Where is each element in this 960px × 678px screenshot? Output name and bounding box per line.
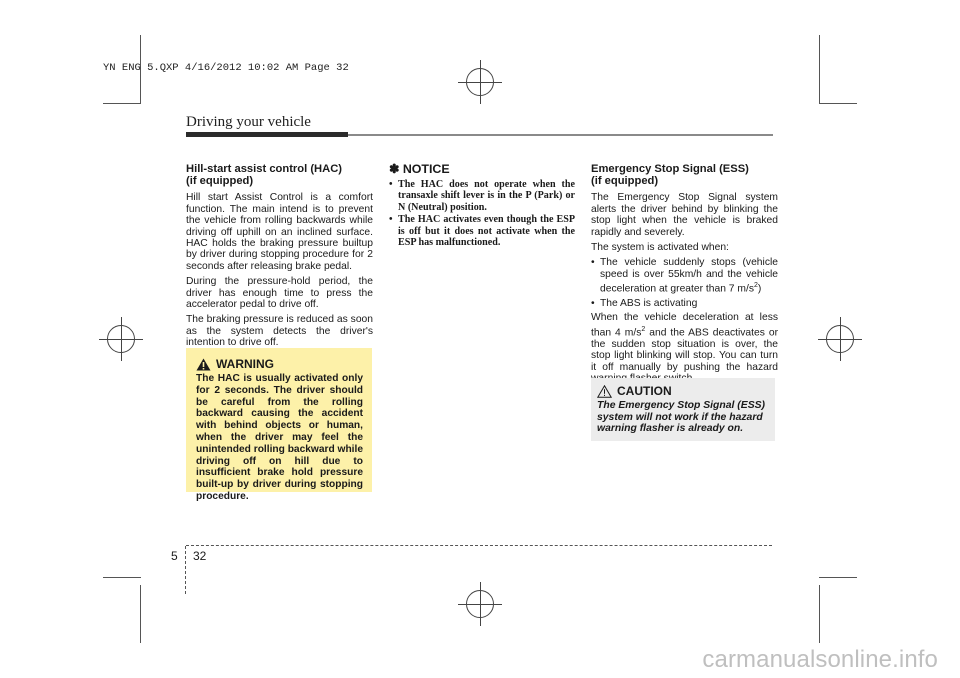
ess-heading	[591, 163, 778, 187]
registration-mark-icon	[107, 325, 135, 353]
footer-rule	[186, 545, 772, 546]
page-number: 32	[193, 549, 207, 563]
warning-header	[196, 358, 363, 371]
ess-intro: The Emergency Stop Signal system alerts the driver behind by blinking the stop light when the vehicle is braked rapidly and severely.	[591, 192, 778, 238]
registration-mark-icon	[466, 68, 494, 96]
ess-activated-when: The system is activated when:	[591, 242, 729, 254]
ess-heading-line2: (if equipped)	[591, 175, 659, 188]
ess-deactivate-part: When the vehicle deceleration at less than 4 m/s	[591, 312, 778, 339]
title-rule	[186, 132, 348, 137]
ess-condition-item: • The ABS is activating	[591, 298, 778, 309]
warning-triangle-icon	[196, 358, 211, 371]
superscript: 2	[641, 325, 646, 333]
crop-mark	[819, 585, 820, 643]
hac-heading-line2: (if equipped)	[186, 175, 254, 188]
ess-deactivate-text	[591, 312, 778, 384]
crop-mark	[819, 103, 857, 104]
notice-list	[389, 179, 575, 248]
caution-triangle-icon	[597, 385, 612, 398]
hac-paragraph: The braking pressure is reduced as soon as the system detects the driver's intention to drive off.	[186, 314, 373, 349]
caution-text: The Emergency Stop Signal (ESS) system will not work if the hazard warning flasher is already on.	[597, 400, 766, 435]
title-rule	[348, 134, 773, 136]
warning-box	[186, 348, 372, 502]
section-title: Driving your vehicle	[186, 114, 311, 130]
notice-item: • The HAC activates even though the ESP is off but it does not activate when the ESP has malfunctioned.	[389, 214, 575, 248]
notice-column	[389, 163, 575, 249]
chapter-number: 5	[171, 549, 178, 563]
notice-title: ✽ NOTICE	[389, 162, 450, 176]
watermark: carmanualsonline.info	[702, 646, 938, 673]
crop-mark	[819, 577, 857, 578]
caution-title: CAUTION	[617, 383, 672, 398]
ess-condition-text: The vehicle suddenly stops (vehicle speed is over 55km/h and the vehicle deceleration at greater than 7 m/s	[600, 257, 778, 295]
hac-heading-line1: Hill-start assist control (HAC)	[186, 163, 343, 175]
crop-mark	[103, 577, 141, 578]
hac-paragraph: Hill start Assist Control is a comfort function. The main intend is to prevent the vehicle from rolling backwards while driving off uphill on an inclined surface. HAC holds the braking pressure builtup by driver during stopping procedure for 2 seconds after releasing brake pedal.	[186, 192, 373, 272]
ess-heading-line1: Emergency Stop Signal (ESS)	[591, 163, 749, 175]
superscript: 2	[753, 282, 758, 290]
page-number-divider	[185, 546, 186, 594]
caution-box	[591, 378, 775, 441]
caution-header	[597, 385, 769, 398]
crop-mark	[140, 585, 141, 643]
registration-mark-icon	[466, 590, 494, 618]
warning-text: The HAC is usually activated only for 2 seconds. The driver should be careful from the rolling backward causing the accident with behind objects or human, when the driver may feel the unintended rolling backward while driving off on hill due to insufficient brake hold pressure built-up by driver during stopping procedure.	[196, 373, 363, 502]
ess-column	[591, 163, 778, 388]
ess-condition-list	[591, 257, 778, 309]
hac-heading	[186, 163, 373, 187]
notice-item: • The HAC does not operate when the transaxle shift lever is in the P (Park) or N (Neutral) position.	[389, 179, 575, 213]
crop-mark	[103, 103, 141, 104]
warning-title: WARNING	[216, 356, 274, 371]
ess-deactivate-part: and the ABS deactivates or the sudden stop situation is over, the stop light blinking will stop. You can turn it off manually by pushing the hazard	[591, 327, 778, 373]
print-slug: YN ENG 5.QXP 4/16/2012 10:02 AM Page 32	[103, 62, 349, 74]
registration-mark-icon	[826, 325, 854, 353]
ess-condition-item	[591, 257, 778, 295]
crop-mark	[819, 35, 820, 103]
hac-paragraph: During the pressure-hold period, the driver has enough time to press the accelerator pedal to drive off.	[186, 276, 373, 311]
ess-condition-end: )	[757, 283, 762, 295]
hac-column	[186, 163, 373, 353]
